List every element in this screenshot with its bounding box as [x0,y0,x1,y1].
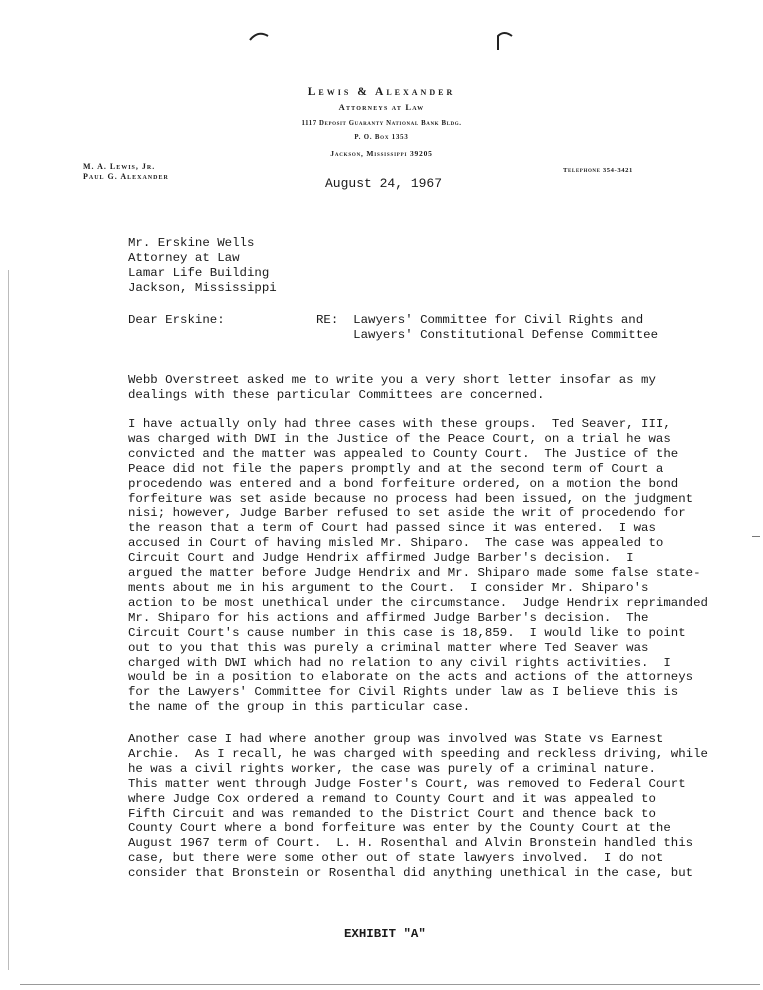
right-margin-tick [752,536,760,537]
letterhead-partner: M. A. Lewis, Jr. [83,162,156,171]
letterhead-address-line3: Jackson, Mississippi 39205 [330,149,433,158]
letterhead-firm-name: Lewis & Alexander [307,86,456,98]
left-margin-line [8,270,9,970]
salutation: Dear Erskine: [128,313,225,327]
exhibit-label: EXHIBIT "A" [344,927,426,941]
body-paragraph-3: Another case I had where another group was involved was State vs Earnest Archie. As I recall, he was charged with speeding and reckless driving, while he was a civil rights worker, the case was purely of a criminal nature. This matter went through Judge Foster's Court, was removed to Federal Court where Judge Cox ordered a remand to County Court and it was appealed to Fifth Circuit and was remanded to the District Court and thence back to County Court where a bond forfeiture was enter by the County Court at the August 1967 term of Court. L. H. Rosenthal and Alvin Bronstein handled this case, but there were some other out of state lawyers involved. I do not consider that Bronstein or Rosenthal did anything unethical in the case, but [128,732,708,881]
letterhead-subtitle: Attorneys at Law [338,102,425,112]
letterhead-address-line2: P. O. Box 1353 [354,134,409,141]
letterhead-address-line1: 1117 Deposit Guaranty National Bank Bldg. [301,120,462,127]
letterhead-telephone: Telephone 354-3421 [563,167,633,174]
body-paragraph-2: I have actually only had three cases with these groups. Ted Seaver, III, was charged with DWI in the Justice of the Peace Court, on a trial he was convicted and the matter was appealed to County Court. The Justice of the Peace did not file the papers promptly and at the second term of Court a procedendo was entered and a bond forfeiture ordered, on a motion the bond forfeiture was set aside because no process had been issued, on the judgment nisi; however, Judge Barber refused to set aside the writ of procedendo for the reason that a term of Court had passed since it was entered. I was accused in Court of having misled Mr. Shiparo. The case was appealed to Circuit Court and Judge Hendrix affirmed Judge Barber's decision. I argued the matter before Judge Hendrix and Mr. Shiparo made some false state- ments about me in his argument to the Court. I consider Mr. Shiparo's action to be most unethical under the circumstance. Judge Hendrix reprimanded Mr. Shiparo for his actions and affirmed Judge Barber's decision. The Circuit Court's cause number in this case is 18,859. I would like to point out to you that this was purely a criminal matter where Ted Seaver was charged with DWI which had no relation to any civil rights activities. I would be in a position to elaborate on the acts and actions of the attorneys for the Lawyers' Committee for Civil Rights under law as I believe this is the name of the group in this particular case. [128,417,708,715]
scan-mark-left [248,30,272,44]
scan-mark-right [494,30,518,54]
letterhead-partner: Paul G. Alexander [83,172,169,181]
letter-date: August 24, 1967 [325,176,443,191]
body-paragraph-1: Webb Overstreet asked me to write you a very short letter insofar as my dealings with these particular Committees are concerned. [128,373,656,402]
bottom-edge-line [20,984,760,985]
re-line: RE: Lawyers' Committee for Civil Rights and Lawyers' Constitutional Defense Committee [316,313,659,342]
inside-address: Mr. Erskine Wells Attorney at Law Lamar Life Building Jackson, Mississippi [128,236,277,295]
